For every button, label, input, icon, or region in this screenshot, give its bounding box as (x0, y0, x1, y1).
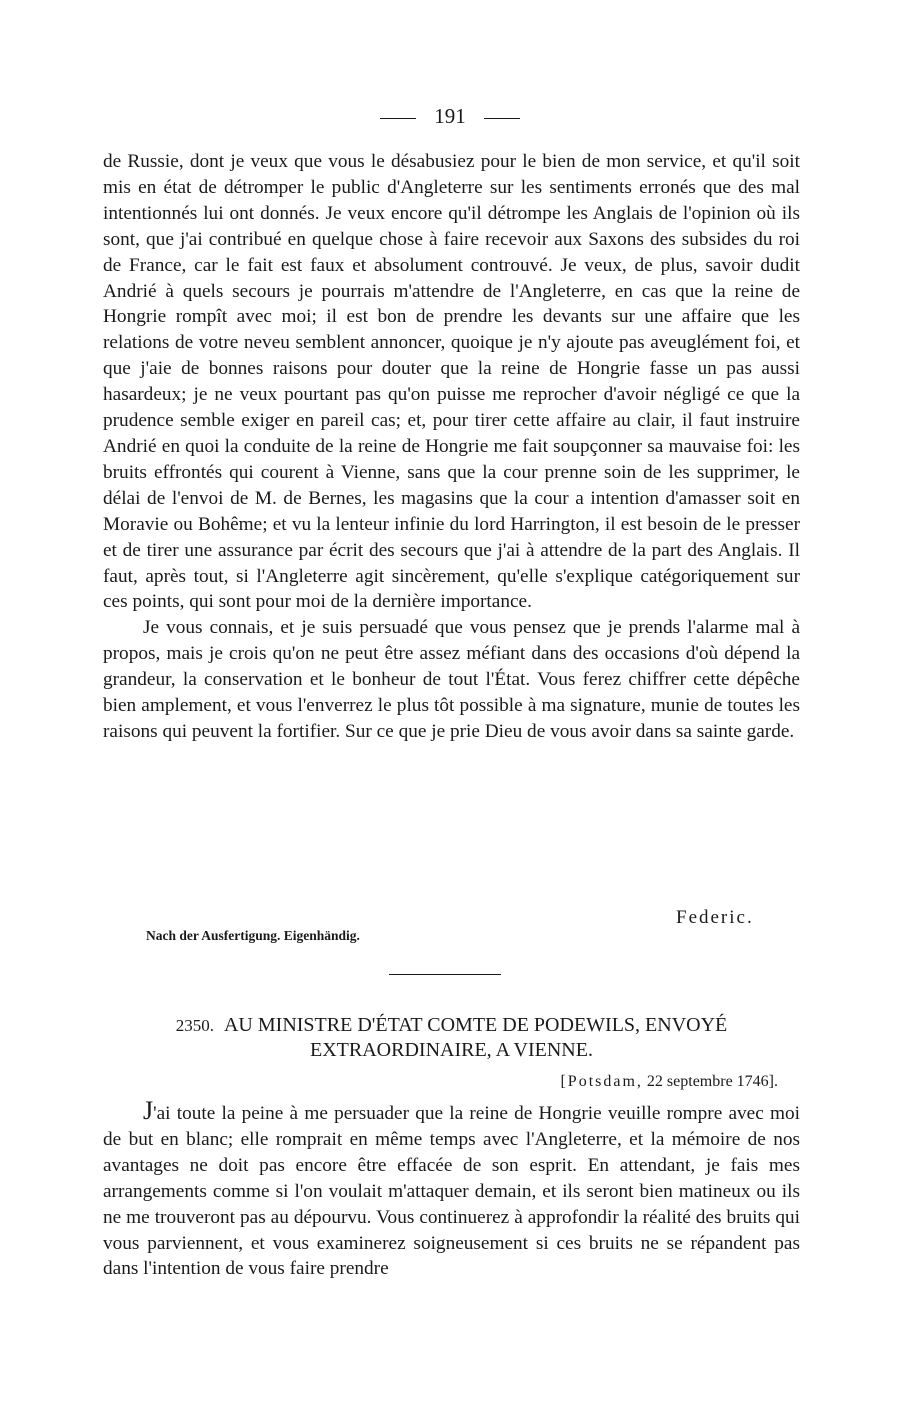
letter-number: 2350. (175, 1016, 214, 1035)
letter-2-paragraph-1 (103, 1096, 800, 1282)
page-number-text: 191 (434, 104, 466, 128)
section-divider (389, 974, 501, 975)
drop-cap: J (143, 1096, 154, 1125)
letter-2-heading (103, 1013, 800, 1063)
letter-2-body (103, 1096, 800, 1282)
page-number-right-dash (484, 118, 520, 119)
dateline (560, 1073, 778, 1091)
signature: Federic. (676, 907, 754, 928)
letter-1-paragraph-2: Je vous connais, et je suis persuadé que vous pensez que je prends l'alarme mal à propos, mais je crois qu'on ne peut être assez méfiant dans des occasions d'où dépend la grandeur, la conservation et le bonheur de tout l'État. Vous ferez chiffrer cette dépêche bien amplement, et vous l'enverrez le plus tôt possible à ma signature, munie de toutes les raisons qui peuvent la fortifier. Sur ce que je prie Dieu de vous avoir dans sa sainte garde. (103, 617, 800, 742)
page-number-left-dash (380, 118, 416, 119)
source-note: Nach der Ausfertigung. Eigenhändig. (146, 928, 360, 943)
dateline-date: 22 septembre 1746]. (646, 1073, 778, 1090)
page-number (0, 104, 900, 128)
letter-2-paragraph-1-text: 'ai toute la peine à me persuader que la reine de Hongrie veuille rompre avec moi de but en blanc; elle romprait en même temps avec l'Angleterre, et la mémoire de nos avantages ne doit pas encore être effacée de son esprit. En attendant, je fais mes arrangements comme si l'on voulait m'attaquer demain, et ils seront bien matineux ou ils ne me trouveront pas au dépourvu. Vous continuerez à approfondir la réalité des bruits qui vous parviennent, et vous examinerez soigneusement si ces bruits ne se répandent pas dans l'intention de vous faire prendre (103, 1103, 800, 1280)
letter-2-heading-text: AU MINISTRE D'ÉTAT COMTE DE PODEWILS, ENVOYÉ EXTRAORDINAIRE, A VIENNE. (223, 1014, 728, 1061)
letter-1-body (103, 149, 800, 745)
dateline-place: [Potsdam, (560, 1073, 643, 1090)
letter-1-paragraph-1: de Russie, dont je veux que vous le désabusiez pour le bien de mon service, et qu'il soit mis en état de détromper le public d'Angleterre sur les sentiments erronés que des mal intentionnés lui ont donnés. Je veux encore qu'il détrompe les Anglais de l'opinion où ils sont, que j'ai contribué en quelque chose à faire recevoir aux Saxons des subsides du roi de France, car le fait est faux et absolument controuvé. Je veux, de plus, savoir dudit Andrié à quels secours je pourrais m'attendre de l'Angleterre, en cas que la reine de Hongrie rompît avec moi; il est bon de prendre les devants sur une affaire que les relations de votre neveu semblent annoncer, quoique je n'y ajoute pas aveuglément foi, et que j'aie de bonnes raisons pour douter que la reine de Hongrie fasse un pas aussi hasardeux; je ne veux pourtant pas qu'on puisse me reprocher d'avoir négligé ce que la prudence semble exiger en pareil cas; et, pour tirer cette affaire au clair, il faut instruire Andrié en quoi la conduite de la reine de Hongrie me fait soupçonner sa mauvaise foi: les bruits effrontés qui courent à Vienne, sans que la cour prenne soin de les supprimer, le délai de l'envoi de M. de Bernes, les magasins que la cour a intention d'amasser soit en Moravie ou Bohême; et vu la lenteur infinie du lord Harrington, il est besoin de le presser et de tirer une assurance par écrit des secours que j'ai à attendre de la part des Anglais. Il faut, après tout, si l'Angleterre agit sincèrement, qu'elle s'explique catégoriquement sur ces points, qui sont pour moi de la dernière importance. (103, 151, 800, 613)
